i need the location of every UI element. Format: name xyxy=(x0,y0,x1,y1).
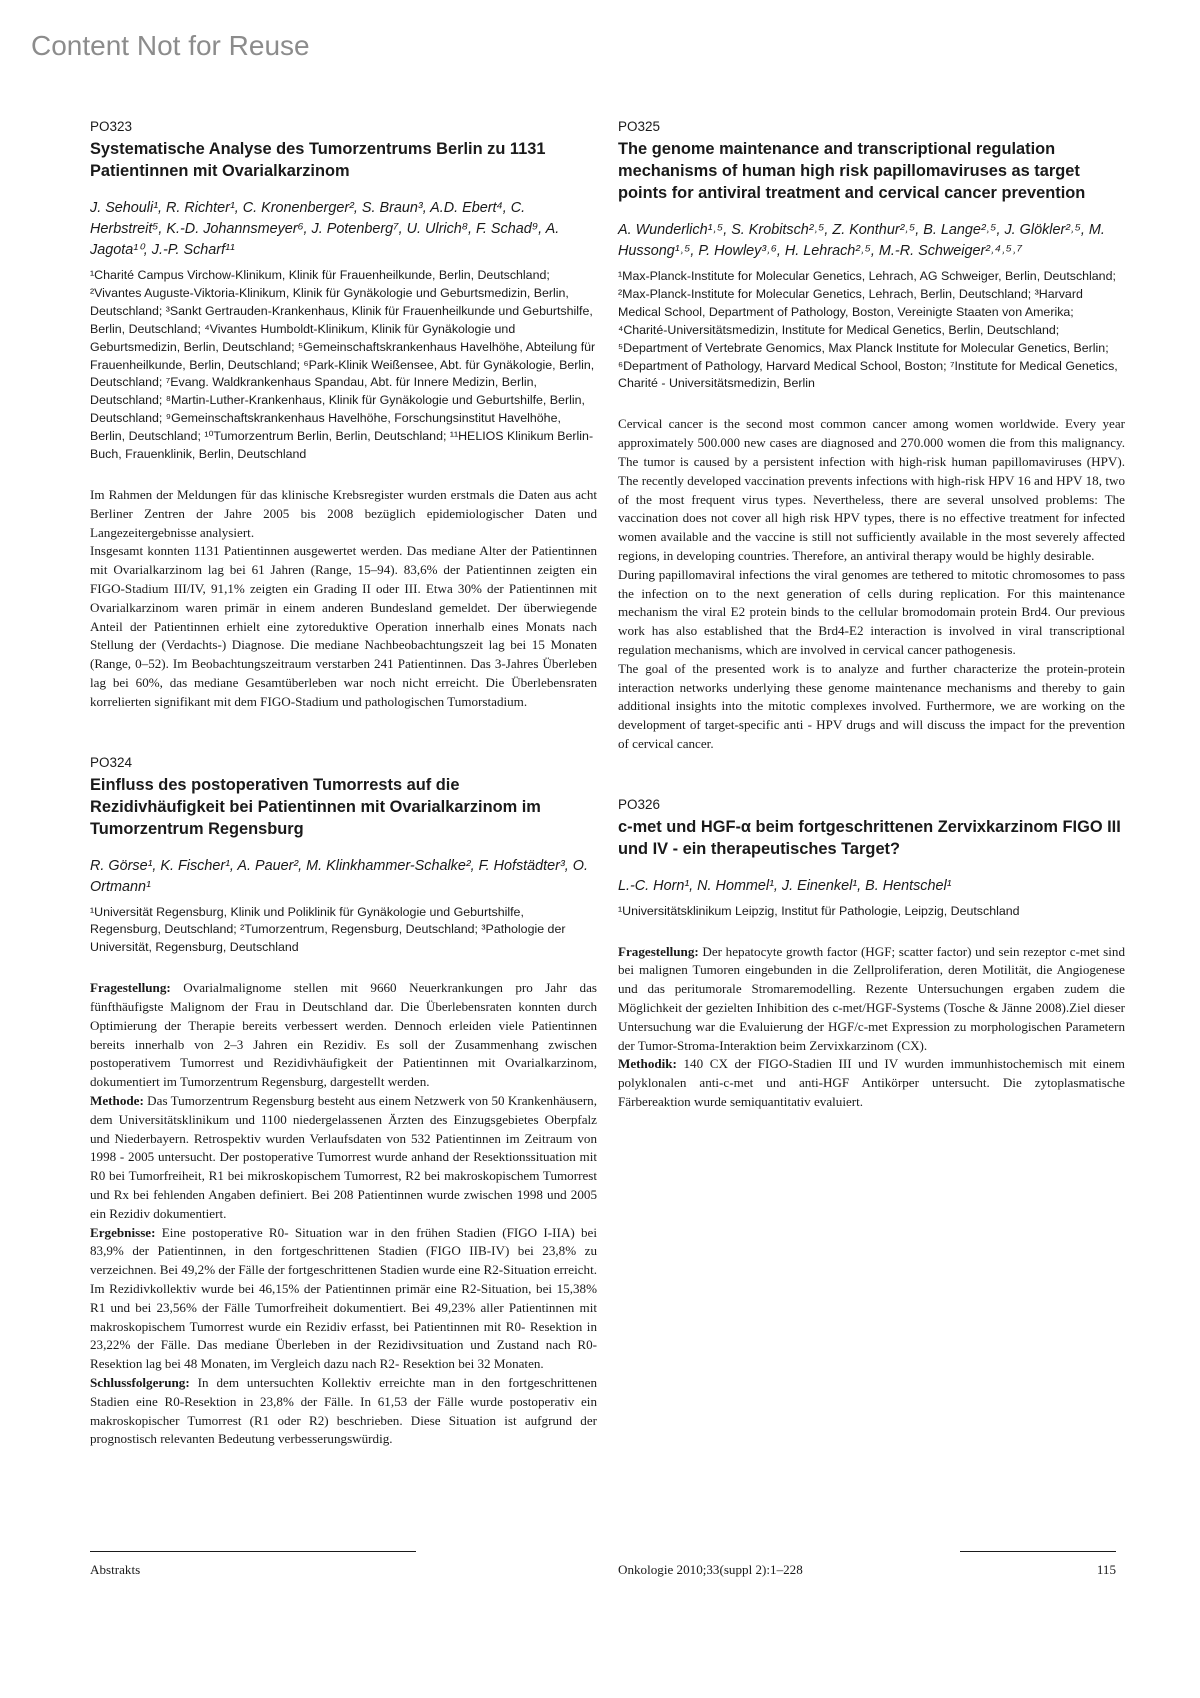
abstract-affiliations: ¹Max-Planck-Institute for Molecular Genetics, Lehrach, AG Schweiger, Berlin, Deutschland; ²Max-Planck-Institute for Molecular Genetics, Lehrach, Berlin, Deutschland; ³Harvard Medical School, Department of Pathology, Boston, Vereinigte Staaten von Amerika; ⁴Charité-Universitätsmedizin, Institute for Medical Genetics, Berlin, Deutschland; ⁵Department of Vertebrate Genomics, Max Planck Institute for Molecular Genetics, Berlin; ⁶Department of Pathology, Harvard Medical School, Boston; ⁷Institute for Medical Genetics, Charité - Universitätsmedizin, Berlin xyxy=(618,269,1118,391)
body-paragraph: Schlussfolgerung: In dem untersuchten Kollektiv erreichte man in den fortgeschrittenen Stadien eine R0-Resektion in 23,8% der Fälle. In 61,53 der Fälle wurde postoperativ ein makroskopischer Tumorrest (R1 oder R2) beschrieben. Diese Situation ist aufgrund der prognostisch relevanten Bedeutung verbesserungswürdig. xyxy=(90,1374,597,1447)
footer-rule-left xyxy=(90,1551,416,1552)
section-label: Methodik: xyxy=(618,1056,677,1072)
section-label: Fragestellung: xyxy=(90,980,171,996)
body-paragraph: Cervical cancer is the second most common cancer among women worldwide. Every year approximately 500.000 new cases are diagnosed and 270.000 women die from this malignancy. The tumor is caused by a persistent infection with high-risk human papillomaviruses (HPV). The recently developed vaccination prevents infections with high-risk HPV 16 and HPV 18, two of the most frequent virus types. Nevertheless, there are several unsolved problems: The vaccination does not cover all high risk HPV types, there is no effective treatment for infected women available and the vaccine is still not sufficiently available in the most severely affected regions, in developing countries. Therefore, an antiviral therapy would be highly desirable. xyxy=(618,416,1125,563)
abstract-authors: L.-C. Horn¹, N. Hommel¹, J. Einenkel¹, B. Hentschel¹ xyxy=(618,877,952,894)
abstract-body xyxy=(90,979,597,1449)
watermark-text: Content Not for Reuse xyxy=(31,30,310,61)
abstract-authors: R. Görse¹, K. Fischer¹, A. Pauer², M. Klinkhammer-Schalke², F. Hofstädter³, O. Ortmann¹ xyxy=(90,857,588,895)
footer-journal-citation: Onkologie 2010;33(suppl 2):1–228 xyxy=(618,1562,803,1577)
body-paragraph: Fragestellung: Der hepatocyte growth factor (HGF; scatter factor) und sein rezeptor c-met sind bei malignen Tumoren eingebunden in die Zellproliferation, deren Motilität, die Angiogenese und das peritumorale Stromaremodelling. Rezente Untersuchungen ergaben zudem die Möglichkeit der gezielten Inhibition des c-met/HGF-Systems (Tosche & Jänne 2008).Ziel dieser Untersuchung war die Evaluierung der HGF/c-met Expression zu morphologischen Parametern der Tumor-Stroma-Interaktion beim Zervixkarzinom (CX). xyxy=(618,943,1125,1053)
abstract-po325 xyxy=(618,118,1125,754)
abstract-affiliations: ¹Universitätsklinikum Leipzig, Institut für Pathologie, Leipzig, Deutschland xyxy=(618,903,1020,918)
body-paragraph: Methodik: 140 CX der FIGO-Stadien III und IV wurden immunhistochemisch mit einem polyklonalen anti-c-met und anti-HGF Antikörper untersucht. Die zytoplasmatische Färbereaktion wurde semiquantitativ evaluiert. xyxy=(618,1056,1125,1109)
abstract-title: Einfluss des postoperativen Tumorrests auf die Rezidivhäufigkeit bei Patientinnen mit Ovarialkarzinom im Tumorzentrum Regensburg xyxy=(90,775,541,838)
body-paragraph: The goal of the presented work is to analyze and further characterize the protein-protein interaction networks underlying these genome maintenance mechanisms and thereby to gain additional insights into the mitotic complexes involved. Furthermore, we are working on the development of target-specific anti - HPV drugs and will discuss the impact for the prevention of cervical cancer. xyxy=(618,660,1125,751)
page-number: 115 xyxy=(1096,1562,1116,1577)
abstract-id: PO325 xyxy=(618,119,661,134)
body-paragraph: Insgesamt konnten 1131 Patientinnen ausgewertet werden. Das mediane Alter der Patientinnen mit Ovarialkarzinom lag bei 61 Jahren (Range, 15–94). 83,6% der Patientinnen zeigten ein FIGO-Stadium III/IV, 91,1% zeigten ein Grading II oder III. Etwa 30% der Patientinnen mit Ovarialkarzinom waren primär in einem anderen Bundesland gemeldet. Der überwiegende Anteil der Patientinnen erhielt eine zytoreduktive Operation innerhalb eines Monats nach Stellung der (Verdachts-) Diagnose. Die mediane Nachbeobachtungszeit lag bei 15 Monaten (Range, 0–52). Im Beobachtungszeitraum verstarben 241 Patientinnen. Das 3-Jahres Überleben lag bei 60%, das mediane Gesamtüberleben war noch nicht erreicht. Die Überlebensraten korrelierten signifikant mit dem FIGO-Stadium und pathologischen Tumorstadium. xyxy=(90,543,597,709)
body-paragraph: During papillomaviral infections the viral genomes are tethered to mitotic chromosomes to pass the infection on to the next generation of cells during replication. For this maintenance mechanism the viral E2 protein binds to the cellular bromodomain protein Brd4. Our previous work has also established that the Brd4-E2 interaction is involved in viral transcriptional regulation mechanisms, which are involved in cervical cancer pathogenesis. xyxy=(618,566,1125,657)
body-paragraph: Im Rahmen der Meldungen für das klinische Krebsregister wurden erstmals die Daten aus acht Berliner Zentren der Jahre 2005 bis 2008 bezüglich epidemiologischer Daten und Langezeitergebnisse analysiert. xyxy=(90,486,597,540)
abstract-id: PO326 xyxy=(618,796,661,812)
abstract-title: c-met und HGF-α beim fortgeschrittenen Zervixkarzinom FIGO III und IV - ein therapeutisches Target? xyxy=(618,817,1121,858)
abstract-authors: A. Wunderlich¹˒⁵, S. Krobitsch²˒⁵, Z. Konthur²˒⁵, B. Lange²˒⁵, J. Glökler²˒⁵, M. Hussong¹˒⁵, P. Howley³˒⁶, H. Lehrach²˒⁵, M.-R. Schweiger²˒⁴˒⁵˒⁷ xyxy=(618,222,1105,259)
body-paragraph: Fragestellung: Ovarialmalignome stellen mit 9660 Neuerkrankungen pro Jahr das fünfthäufigste Malignom der Frau in Deutschland dar. Die Überlebensraten konnten durch Optimierung der Therapie bereits verbessert werden. Dennoch erleiden viele Patientinnen bereits innerhalb von 2–3 Jahren ein Rezidiv. Es soll der Zusammenhang zwischen postoperativem Tumorrest und Rezidivhäufigkeit der Patientinnen mit Ovarialkarzinom, dokumentiert im Tumorzentrum Regensburg, dargestellt werden. xyxy=(90,980,597,1090)
body-paragraph: Methode: Das Tumorzentrum Regensburg besteht aus einem Netzwerk von 50 Krankenhäusern, dem Universitätsklinikum und 1100 niedergelassenen Ärzten des Einzugsgebietes Oberpfalz und Niederbayern. Retrospektiv wurden Verlaufsdaten von 532 Patientinnen im Zeitraum von 1998 - 2005 untersucht. Der postoperative Tumorrest wurde anhand der Resektionssituation mit R0 bei Tumorfreiheit, R1 bei mikroskopischem Tumorrest, R2 bei makroskopischem Tumorrest und Rx bei fehlenden Angaben definiert. Bei 208 Patientinnen wurde zwischen 1998 und 2005 ein Rezidiv dokumentiert. xyxy=(90,1093,597,1221)
section-label: Schlussfolgerung: xyxy=(90,1374,190,1390)
abstract-id: PO324 xyxy=(90,754,133,770)
section-label: Fragestellung: xyxy=(618,943,699,959)
section-label: Methode: xyxy=(90,1093,144,1109)
left-column xyxy=(90,118,597,1449)
abstract-title: Systematische Analyse des Tumorzentrums Berlin zu 1131 Patientinnen mit Ovarialkarzinom xyxy=(90,140,546,180)
footer-section-label: Abstrakts xyxy=(90,1562,141,1577)
abstract-affiliations: ¹Charité Campus Virchow-Klinikum, Klinik für Frauenheilkunde, Berlin, Deutschland; ²Vivantes Auguste-Viktoria-Klinikum, Klinik für Gynäkologie und Geburtsmedizin, Berlin, Deutschland; ³Sankt Gertrauden-Krankenhaus, Klinik für Frauenheilkunde und Geburtshilfe, Berlin, Deutschland; ⁴Vivantes Humboldt-Klinikum, Klinik für Gynäkologie und Geburtsmedizin, Berlin, Deutschland; ⁵Gemeinschaftskrankenhaus Havelhöhe, Abteilung für Frauenheilkunde, Berlin, Deutschland; ⁶Park-Klinik Weißensee, Abt. für Gynäkologie, Berlin, Deutschland; ⁷Evang. Waldkrankenhaus Spandau, Abt. für Innere Medizin, Berlin, Deutschland; ⁸Martin-Luther-Krankenhaus, Klinik für Gynäkologie und Geburtshilfe, Berlin, Deutschland; ⁹Gemeinschaftskrankenhaus Havelhöhe, Forschungsinstitut Havelhöhe, Berlin, Deutschland; ¹⁰Tumorzentrum Berlin, Berlin, Deutschland; ¹¹HELIOS Klinikum Berlin-Buch, Frauenklinik, Berlin, Deutschland xyxy=(90,268,596,462)
abstract-body xyxy=(618,943,1125,1112)
abstract-po326 xyxy=(618,796,1125,1112)
abstract-body xyxy=(618,415,1125,753)
abstract-body xyxy=(90,486,597,712)
footer-rule-right xyxy=(960,1551,1116,1552)
body-paragraph: Ergebnisse: Eine postoperative R0- Situation war in den frühen Stadien (FIGO I-IIA) bei 83,9% der Patientinnen, in den fortgeschrittenen Stadien (FIGO IIB-IV) bei 23,8% zu verzeichnen. Bei 49,2% der Fälle der fortgeschrittenen Stadien wurde eine R2-Situation erreicht. Im Rezidivkollektiv wurde bei 46,15% der Patientinnen primär eine R2-Situation, bei 15,38% R1 und bei 23,56% der Fälle Tumorfreiheit dokumentiert. Bei 49,23% aller Patientinnen mit makroskopischem Tumorrest wurde ein Rezidiv erfasst, bei Patientinnen mit R0- Resektion in 23,22% der Fälle. Das mediane Überleben in der Rezidivsituation und Zustand nach R0- Resektion lag bei 48 Monaten, im Vergleich dazu nach R2- Resektion bei 32 Monaten. xyxy=(90,1224,597,1372)
abstract-po323 xyxy=(90,118,597,712)
right-column xyxy=(618,118,1125,1112)
abstract-po324 xyxy=(90,754,597,1450)
abstract-authors: J. Sehouli¹, R. Richter¹, C. Kronenberger², S. Braun³, A.D. Ebert⁴, C. Herbstreit⁵, K.-D. Johannsmeyer⁶, J. Potenberg⁷, U. Ulrich⁸, F. Schad⁹, A. Jagota¹⁰, J.-P. Scharf¹¹ xyxy=(90,200,560,258)
abstract-title: The genome maintenance and transcriptional regulation mechanisms of human high risk papillomaviruses as target points for antiviral treatment and cervical cancer prevention xyxy=(618,140,1086,202)
section-label: Ergebnisse: xyxy=(90,1224,156,1240)
abstract-id: PO323 xyxy=(90,119,133,134)
abstract-affiliations: ¹Universität Regensburg, Klinik und Poliklinik für Gynäkologie und Geburtshilfe, Regensburg, Deutschland; ²Tumorzentrum, Regensburg, Deutschland; ³Pathologie der Universität, Regensburg, Deutschland xyxy=(90,904,566,955)
